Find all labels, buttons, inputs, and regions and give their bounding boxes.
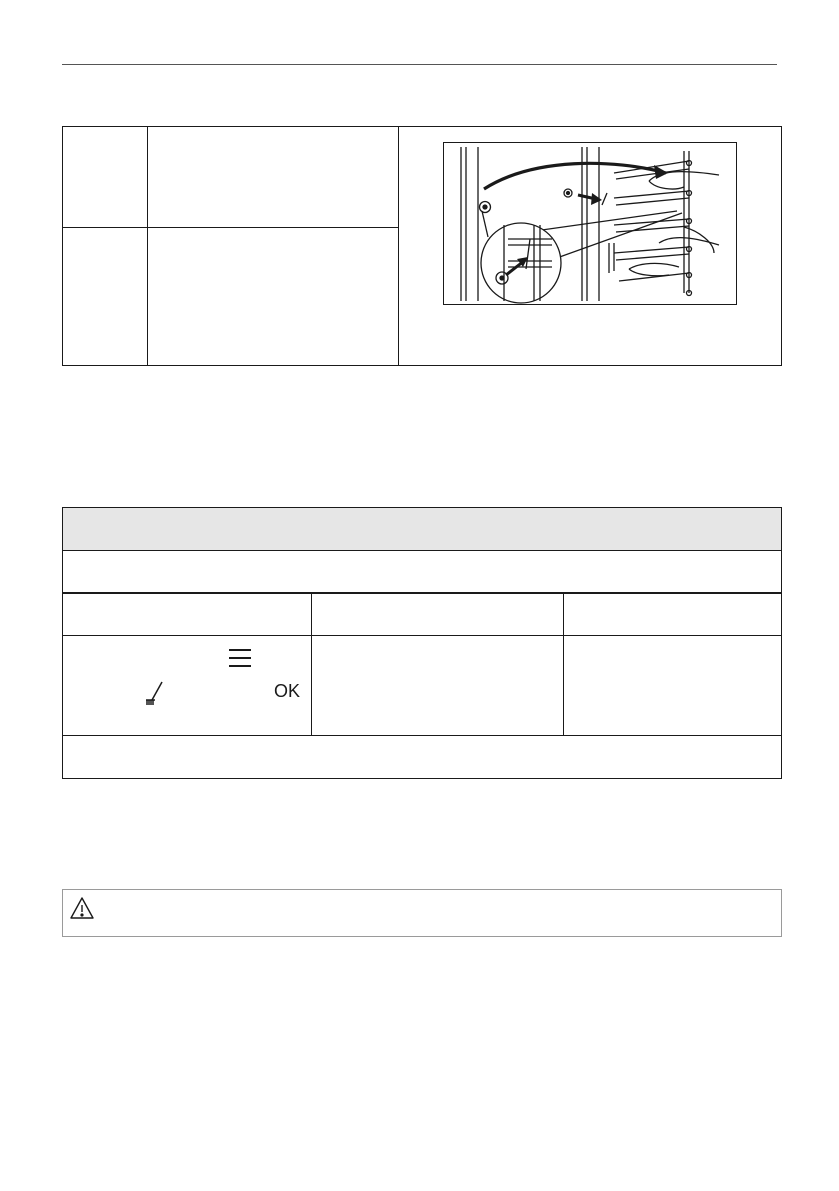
- cleaning-table-col-divider-1: [311, 593, 312, 735]
- warning-box: [62, 889, 782, 937]
- brush-cleaning-icon: [145, 680, 165, 706]
- cleaning-table: [62, 507, 782, 779]
- step-table-row-divider: [62, 227, 398, 228]
- cleaning-table-col-divider-2: [563, 593, 564, 735]
- step-table-col-divider-2: [398, 126, 399, 366]
- cleaning-table-line-4: [62, 735, 782, 736]
- cleaning-table-line-3: [62, 635, 782, 636]
- hamburger-menu-icon: [229, 648, 251, 668]
- shelf-support-removal-illustration: [443, 142, 737, 305]
- warning-triangle-icon: [69, 896, 95, 920]
- step-table-col-divider-1: [147, 126, 148, 366]
- cleaning-table-line-1: [62, 550, 782, 551]
- header-rule: [62, 64, 777, 65]
- cleaning-table-line-2: [62, 592, 782, 594]
- ok-label: OK: [274, 681, 301, 701]
